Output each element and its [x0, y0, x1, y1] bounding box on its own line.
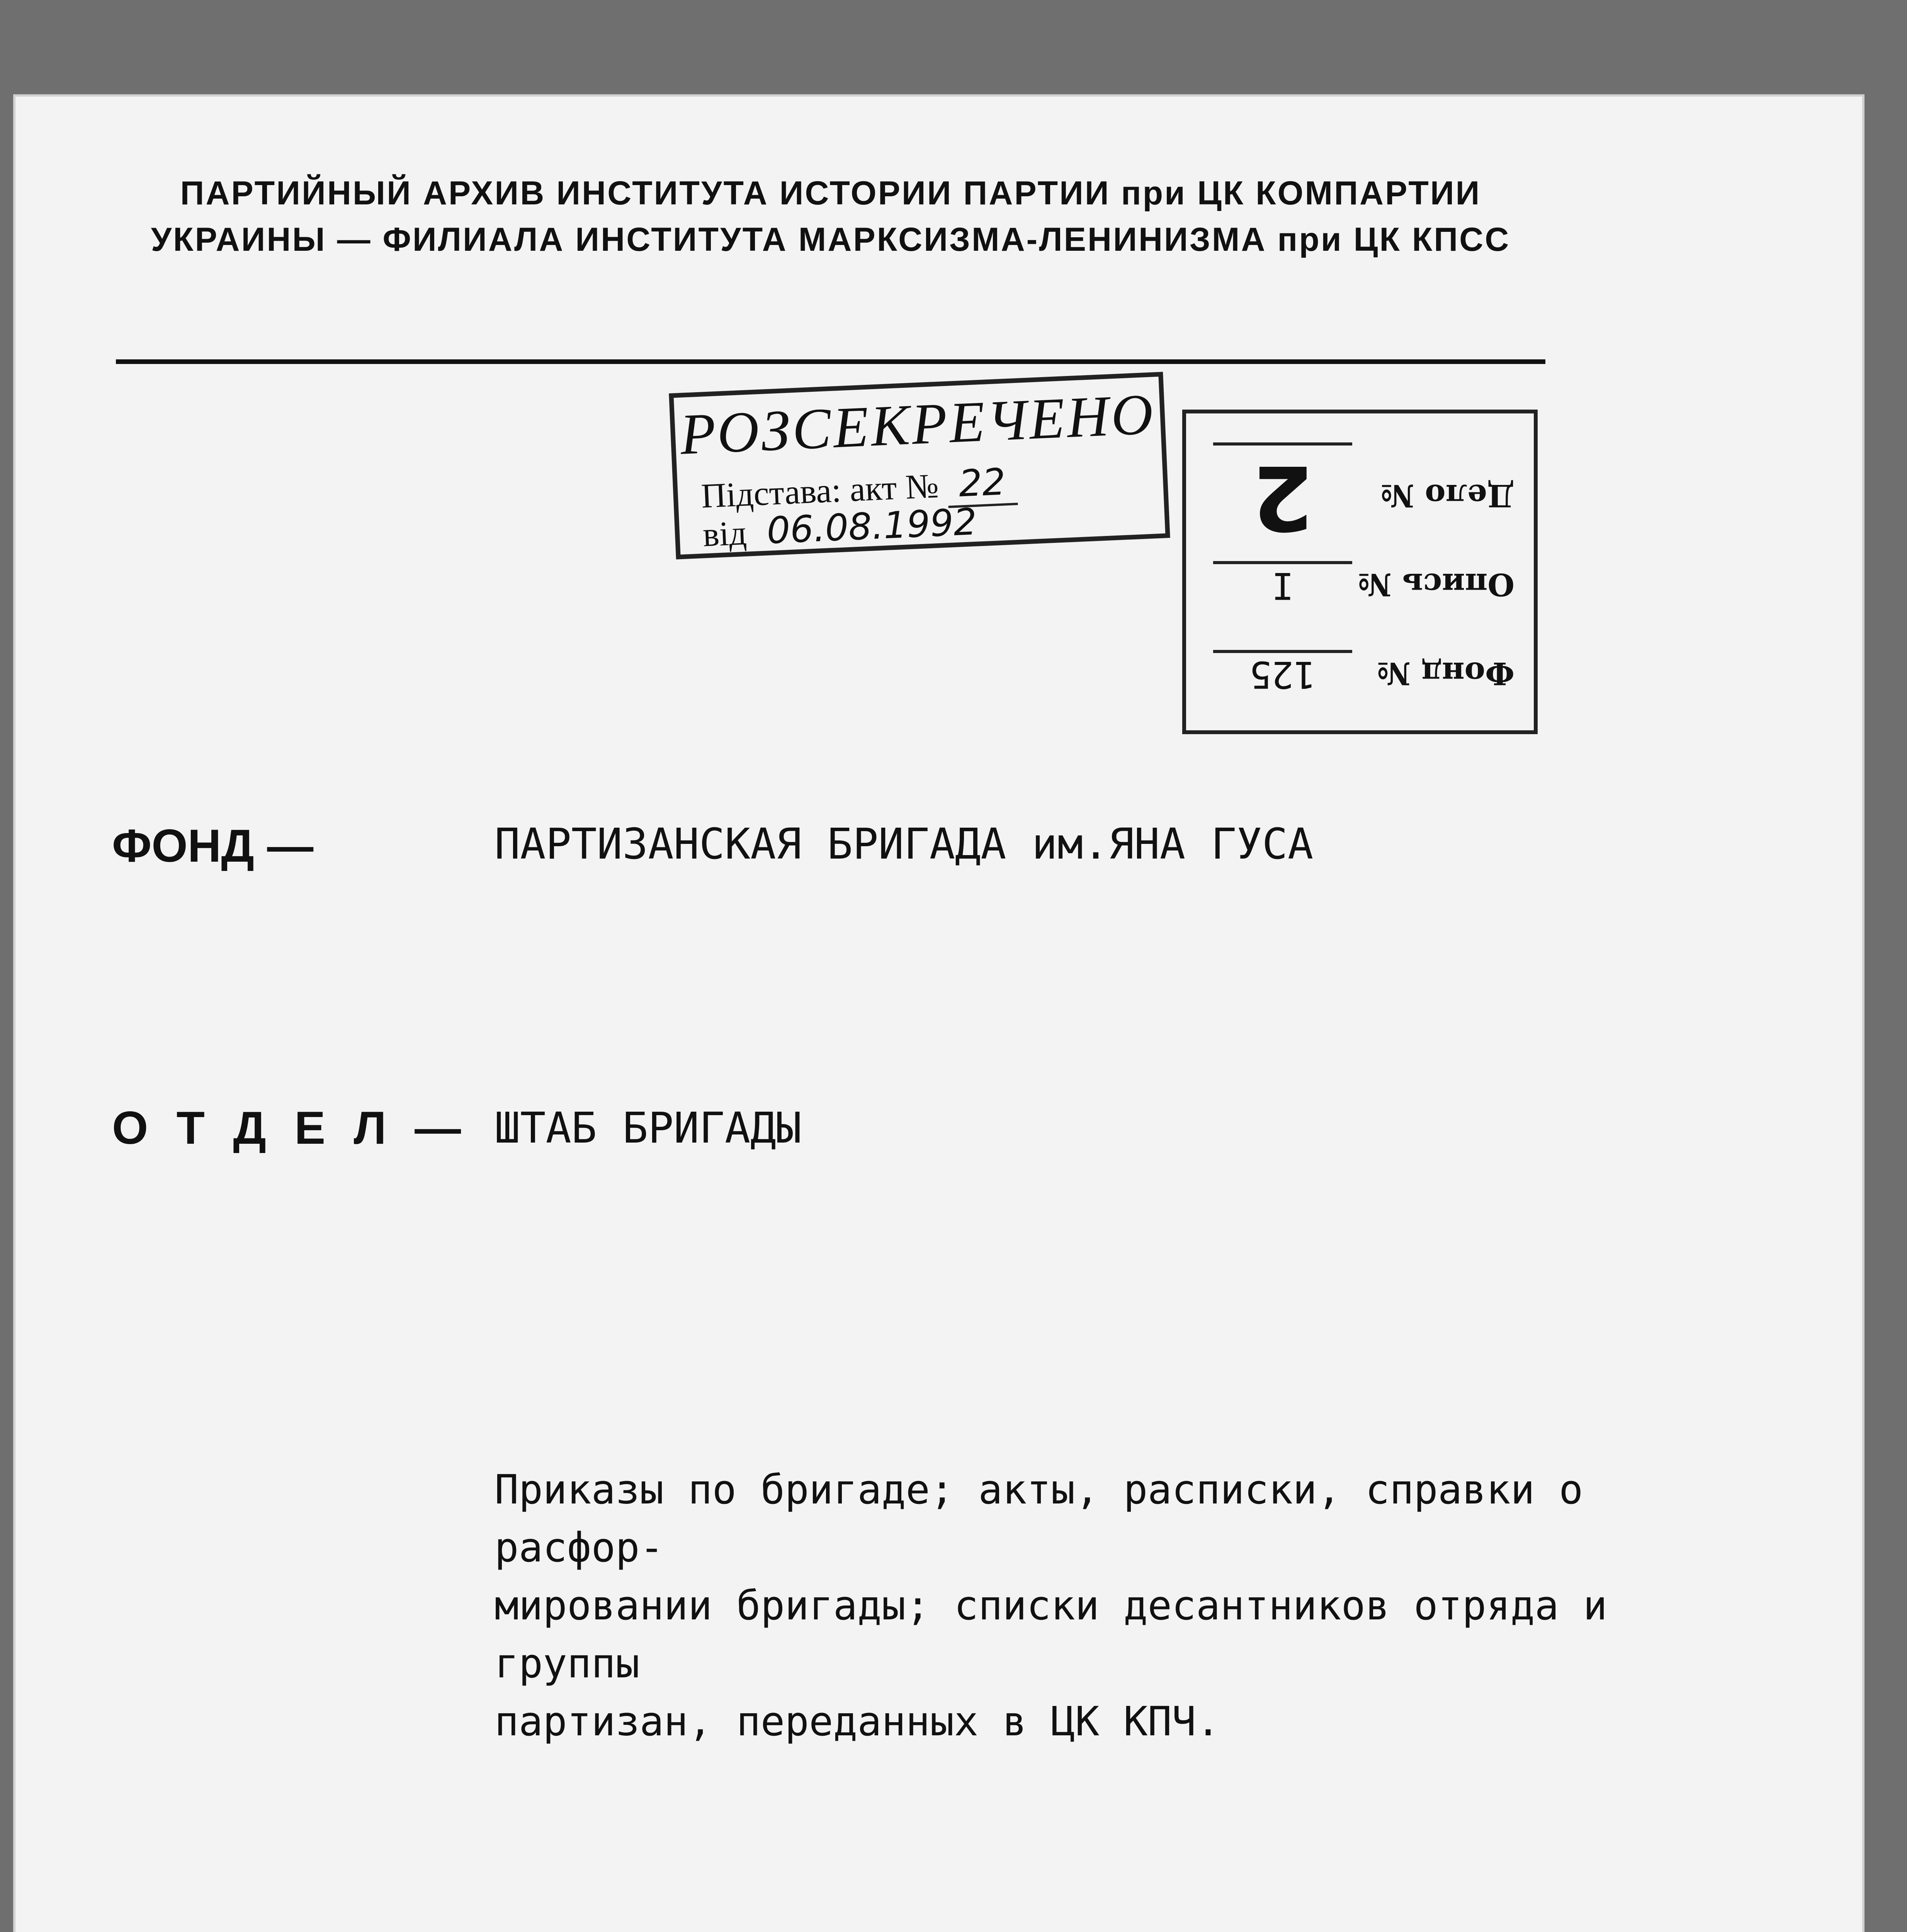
- description-line-1: Приказы по бригаде; акты, расписки, справки о расфор-: [495, 1466, 1583, 1571]
- description-line-3: партизан, переданных в ЦК КПЧ.: [495, 1698, 1220, 1745]
- rotated-fond-value: 125: [1213, 650, 1352, 696]
- stamp-title: РОЗСЕКРЕЧЕНО: [679, 382, 1157, 467]
- rotated-archive-box: [1182, 410, 1538, 734]
- rotated-opis-label: Опись №: [1358, 566, 1514, 603]
- rotated-opis-value: I: [1213, 561, 1352, 607]
- stamp-act-number: 22: [946, 460, 1018, 508]
- otdel-label: О Т Д Е Л —: [112, 1102, 469, 1154]
- rotated-fond-label: Фонд №: [1377, 655, 1514, 692]
- rotated-archive-box-content: [1186, 413, 1534, 730]
- fond-value: ПАРТИЗАНСКАЯ БРИГАДА им.ЯНА ГУСА: [495, 819, 1314, 869]
- stamp-date: 06.08.1992: [754, 500, 989, 555]
- rotated-delo-value: 2: [1213, 442, 1352, 549]
- stamp-from-label: від: [702, 514, 748, 554]
- header-line-1: ПАРТИЙНЫЙ АРХИВ ИНСТИТУТА ИСТОРИИ ПАРТИИ при ЦК КОМПАРТИИ: [180, 175, 1481, 212]
- description-line-2: мировании бригады; списки десантников отряда и группы: [495, 1582, 1608, 1687]
- archive-header: [116, 170, 1545, 263]
- rotated-delo-label: Дело №: [1380, 478, 1514, 514]
- declassified-stamp: [669, 372, 1170, 559]
- header-line-2: УКРАИНЫ — ФИЛИАЛА ИНСТИТУТА МАРКСИЗМА-ЛЕНИНИЗМА при ЦК КПСС: [151, 221, 1511, 259]
- fond-label: ФОНД —: [112, 820, 314, 872]
- otdel-value: ШТАБ БРИГАДЫ: [495, 1103, 802, 1153]
- stamp-basis-label: Підстава: акт №: [700, 466, 940, 515]
- header-divider: [116, 359, 1545, 364]
- file-description: [495, 1461, 1731, 1750]
